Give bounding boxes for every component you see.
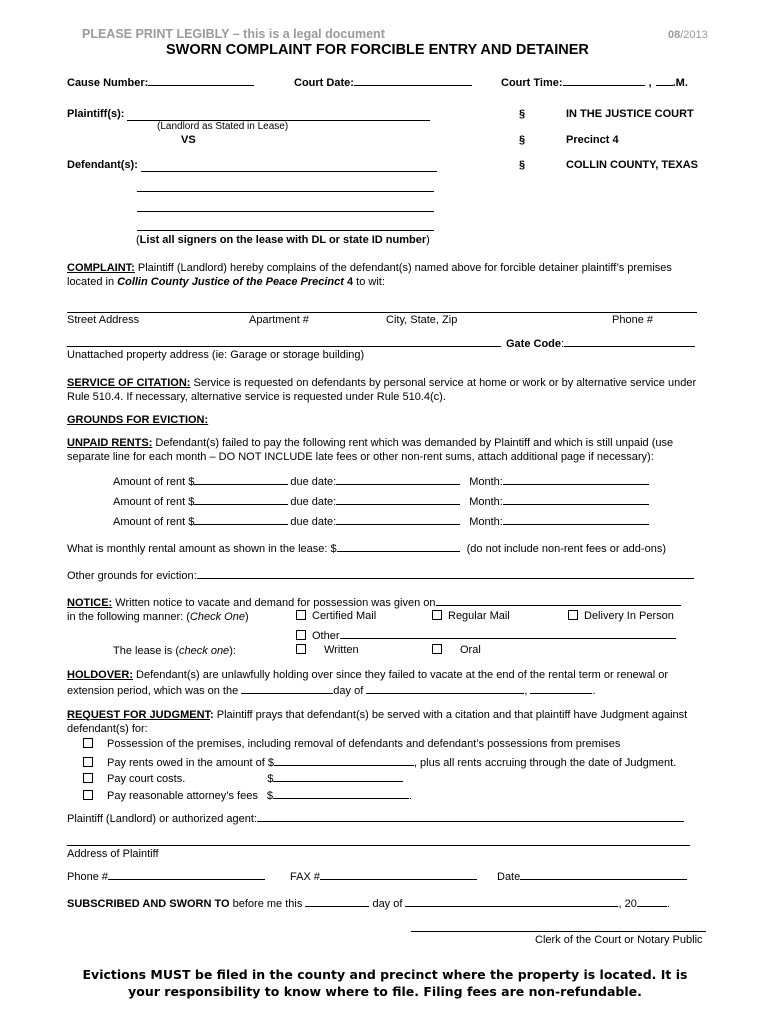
- sworn-year-end: .: [666, 898, 670, 910]
- unpaid-rents-text: Defendant(s) failed to pay the following rent which was demanded by Plaintiff and which is still unpaid (use separate line for each month – DO NOT INCLUDE late fees or other non-rent sums, attach additional page if necessary):: [67, 437, 674, 463]
- plaintiff-phone-blank[interactable]: [108, 868, 265, 880]
- amount-blank[interactable]: [194, 473, 288, 485]
- judgment-item2-label: Pay rents owed in the amount of $: [107, 757, 274, 769]
- complaint-paragraph: [67, 261, 707, 289]
- month-blank[interactable]: [503, 513, 649, 525]
- grounds-heading: GROUNDS FOR EVICTION:: [67, 414, 209, 426]
- checkbox[interactable]: [83, 757, 93, 767]
- holdover-period: .: [592, 685, 596, 697]
- defendant-line-2[interactable]: [137, 191, 434, 192]
- judgment-item4-label: Pay reasonable attorney’s fees: [107, 790, 258, 802]
- section-symbol-2: §: [519, 134, 526, 146]
- agent-field[interactable]: [67, 810, 684, 825]
- unpaid-rents-label: UNPAID RENTS:: [67, 437, 153, 449]
- holdover-comma: ,: [524, 685, 531, 697]
- plaintiff-fax-label: FAX #: [290, 871, 320, 883]
- section-symbol-1: §: [519, 108, 526, 120]
- notice-manner-text: in the following manner: (: [67, 611, 190, 623]
- court-name-line1: IN THE JUSTICE COURT: [566, 108, 694, 120]
- monthly-rent-blank[interactable]: [337, 540, 460, 552]
- form-title: SWORN COMPLAINT FOR FORCIBLE ENTRY AND DETAINER: [166, 42, 589, 58]
- judgment-item4-tail: .: [408, 790, 413, 802]
- court-time-label: Court Time:: [501, 77, 563, 89]
- holdover-month-blank[interactable]: [366, 682, 524, 694]
- other-grounds-label: Other grounds for eviction:: [67, 570, 197, 582]
- oral-label: Oral: [460, 644, 481, 656]
- complaint-court-name: Collin County Justice of the Peace Precinct: [117, 276, 344, 288]
- amount-of-rent-label: Amount of rent $: [113, 516, 195, 528]
- address-of-plaintiff-label: Address of Plaintiff: [67, 848, 159, 860]
- rents-owed-blank[interactable]: [274, 754, 414, 766]
- checkbox[interactable]: [296, 630, 306, 640]
- sworn-day-blank[interactable]: [305, 895, 369, 907]
- certified-mail-option[interactable]: [296, 610, 376, 622]
- monthly-rent-label: What is monthly rental amount as shown in the lease: $: [67, 543, 337, 555]
- attorney-fees-blank[interactable]: [273, 787, 409, 799]
- delivery-in-person-label: Delivery In Person: [584, 610, 674, 622]
- notice-check-one: Check One: [189, 611, 245, 623]
- holdover-text: Defendant(s) are unlawfully holding over since they failed to vacate at the end of the rental term or renewal or extension period, which was on the: [67, 669, 669, 697]
- defendant-note-text: List all signers on the lease with DL or state ID number: [139, 234, 427, 246]
- holdover-day-blank[interactable]: [241, 682, 333, 694]
- other-grounds-field[interactable]: [67, 567, 694, 582]
- court-date-label: Court Date:: [294, 77, 354, 89]
- court-date-blank[interactable]: [354, 74, 472, 86]
- footer-warning-line1: Evictions MUST be filed in the county and precinct where the property is located. It is: [82, 967, 688, 982]
- regular-mail-label: Regular Mail: [448, 610, 510, 622]
- holdover-label: HOLDOVER:: [67, 669, 133, 681]
- court-name-line3: COLLIN COUNTY, TEXAS: [566, 159, 699, 171]
- section-symbol-3: §: [519, 159, 526, 171]
- amount-of-rent-label: Amount of rent $: [113, 476, 195, 488]
- plaintiff-label: Plaintiff(s):: [67, 108, 125, 120]
- court-costs-blank[interactable]: [273, 770, 403, 782]
- court-time-blank[interactable]: [563, 74, 645, 86]
- defendant-note: [136, 234, 430, 246]
- certified-mail-label: Certified Mail: [312, 610, 377, 622]
- service-label: SERVICE OF CITATION:: [67, 377, 191, 389]
- service-paragraph: [67, 376, 707, 404]
- due-date-blank[interactable]: [336, 493, 460, 505]
- plaintiff-date-blank[interactable]: [520, 868, 687, 880]
- court-time-suffix: .M.: [672, 77, 688, 89]
- notice-field[interactable]: [67, 594, 681, 609]
- notice-label: NOTICE:: [67, 597, 113, 609]
- sworn-day-of: day of: [369, 898, 406, 910]
- agent-blank[interactable]: [257, 810, 684, 822]
- form-date-year: /2013: [680, 29, 708, 41]
- due-date-blank[interactable]: [336, 513, 460, 525]
- cause-number-blank[interactable]: [148, 74, 254, 86]
- judgment-item-possession[interactable]: [83, 738, 620, 750]
- judgment-item4-dollar: $: [266, 790, 273, 802]
- month-label: Month:: [469, 496, 503, 508]
- notice-manner: [67, 611, 249, 623]
- due-date-label: due date:: [290, 496, 337, 508]
- oral-option[interactable]: [432, 644, 481, 656]
- court-name-line2: Precinct 4: [566, 134, 619, 146]
- defendant-label: Defendant(s):: [67, 159, 138, 171]
- written-option[interactable]: [296, 644, 359, 656]
- cause-number-label: Cause Number:: [67, 77, 149, 89]
- sworn-year-prefix: , 20: [618, 898, 637, 910]
- sworn-field[interactable]: [67, 895, 670, 910]
- judgment-item3-dollar: $: [267, 773, 274, 785]
- judgment-item-fees[interactable]: [83, 787, 412, 802]
- plaintiff-date-field[interactable]: [497, 868, 687, 883]
- unpaid-rents-paragraph: [67, 436, 707, 464]
- plaintiff-fax-field[interactable]: [290, 868, 477, 883]
- checkbox[interactable]: [296, 644, 306, 654]
- street-address-label: Street Address: [67, 314, 140, 326]
- form-date-month: 08: [668, 29, 681, 41]
- month-label: Month:: [469, 516, 503, 528]
- gate-code-field[interactable]: [506, 335, 695, 350]
- judgment-item3-label: Pay court costs.: [107, 773, 186, 785]
- holdover-day-of: day of: [333, 685, 367, 697]
- cause-number-field[interactable]: [67, 74, 254, 89]
- plaintiff-note: (Landlord as Stated in Lease): [157, 121, 289, 132]
- notice-manner-close: ): [244, 611, 249, 623]
- sworn-text: before me this: [229, 898, 306, 910]
- city-state-zip-label: City, State, Zip: [386, 314, 458, 326]
- other-grounds-blank[interactable]: [197, 567, 694, 579]
- complaint-label: COMPLAINT:: [67, 262, 135, 274]
- judgment-text: Plaintiff prays that defendant(s) be served with a citation and that plaintiff have Judgment against defendant(s) for:: [67, 709, 688, 735]
- notice-date-blank[interactable]: [436, 594, 681, 606]
- plaintiff-phone-field[interactable]: [67, 868, 265, 883]
- unattached-address-label: Unattached property address (ie: Garage or storage building): [67, 349, 365, 361]
- defendant-note-open: (: [136, 234, 140, 246]
- plaintiff-address-line[interactable]: [67, 845, 690, 846]
- sworn-year-blank[interactable]: [637, 895, 667, 907]
- judgment-item-rents[interactable]: [83, 754, 676, 769]
- service-text: Service is requested on defendants by personal service at home or work or by alternative service under Rule 510.4. If necessary, alternative service is requested under Rule 510.4(c).: [67, 377, 697, 403]
- month-blank[interactable]: [503, 493, 649, 505]
- month-label: Month:: [469, 476, 503, 488]
- gate-code-colon: :: [561, 338, 565, 350]
- lease-type-text: The lease is (: [113, 645, 180, 657]
- sworn-month-blank[interactable]: [405, 895, 618, 907]
- court-time-sep: ,: [648, 77, 652, 89]
- regular-mail-option[interactable]: [432, 610, 510, 622]
- checkbox[interactable]: [83, 790, 93, 800]
- judgment-item-costs[interactable]: [83, 770, 403, 785]
- rent-row[interactable]: [113, 493, 649, 508]
- unattached-address-line[interactable]: [67, 346, 501, 347]
- gate-code-label: Gate Code: [506, 338, 562, 350]
- judgment-paragraph: [67, 708, 707, 736]
- due-date-label: due date:: [290, 516, 337, 528]
- judgment-item1-label: Possession of the premises, including removal of defendants and defendant’s possessions from premises: [107, 738, 621, 750]
- complaint-text-2: to wit:: [353, 276, 385, 288]
- lease-type: [113, 645, 236, 657]
- other-option-label: Other: [312, 630, 340, 642]
- checkbox[interactable]: [432, 644, 442, 654]
- plaintiff-date-label: Date: [497, 871, 521, 883]
- court-time-field[interactable]: [501, 74, 688, 89]
- other-option[interactable]: [296, 627, 676, 642]
- notice-text: Written notice to vacate and demand for possession was given on: [112, 597, 436, 609]
- amount-blank[interactable]: [194, 493, 288, 505]
- plaintiff-phone-label: Phone #: [67, 871, 108, 883]
- checkbox[interactable]: [83, 773, 93, 783]
- judgment-item2-tail: , plus all rents accruing through the date of Judgment.: [413, 757, 677, 769]
- judgment-label: REQUEST FOR JUDGMENT: [67, 709, 211, 721]
- apartment-label: Apartment #: [249, 314, 309, 326]
- vs-label: VS: [181, 134, 196, 146]
- court-time-ampm-blank[interactable]: [656, 74, 673, 86]
- court-date-field[interactable]: [294, 74, 472, 89]
- defendant-note-close: ): [426, 234, 430, 246]
- rent-row[interactable]: [113, 513, 649, 528]
- premises-address-line[interactable]: [67, 312, 697, 313]
- other-option-blank[interactable]: [340, 627, 676, 639]
- gate-code-blank[interactable]: [564, 335, 695, 347]
- checkbox[interactable]: [296, 610, 306, 620]
- sworn-label: SUBSCRIBED AND SWORN TO: [67, 898, 230, 910]
- defendant-line-3[interactable]: [137, 211, 434, 212]
- footer-warning-line2: your responsibility to know where to file. Filing fees are non-refundable.: [128, 984, 642, 999]
- amount-blank[interactable]: [194, 513, 288, 525]
- lease-check-one: check one: [179, 645, 230, 657]
- complaint-text-1: Plaintiff (Landlord) hereby complains of the defendant(s) named above for forcible detainer plaintiff’s premises located in: [67, 262, 672, 288]
- clerk-signature-line[interactable]: [411, 931, 706, 932]
- plaintiff-fax-blank[interactable]: [320, 868, 477, 880]
- written-label: Written: [324, 644, 359, 656]
- holdover-year-blank[interactable]: [530, 682, 592, 694]
- due-date-label: due date:: [290, 476, 337, 488]
- amount-of-rent-label: Amount of rent $: [113, 496, 195, 508]
- checkbox[interactable]: [568, 610, 578, 620]
- lease-type-close: ):: [229, 645, 236, 657]
- judgment-colon: :: [210, 709, 214, 721]
- monthly-rent-note: (do not include non-rent fees or add-ons): [466, 543, 666, 555]
- defendant-line-1[interactable]: [141, 171, 437, 172]
- due-date-blank[interactable]: [336, 473, 460, 485]
- print-notice: PLEASE PRINT LEGIBLY – this is a legal document: [82, 27, 385, 41]
- complaint-precinct: 4: [343, 276, 354, 288]
- rent-row[interactable]: [113, 473, 649, 488]
- checkbox[interactable]: [432, 610, 442, 620]
- form-date: [668, 29, 708, 41]
- holdover-paragraph[interactable]: [67, 668, 707, 698]
- phone-label: Phone #: [612, 314, 653, 326]
- checkbox[interactable]: [83, 738, 93, 748]
- delivery-in-person-option[interactable]: [568, 610, 674, 622]
- agent-label: Plaintiff (Landlord) or authorized agent:: [67, 813, 257, 825]
- month-blank[interactable]: [503, 473, 649, 485]
- defendant-line-4[interactable]: [137, 230, 434, 231]
- monthly-rent-field[interactable]: [67, 540, 666, 555]
- clerk-label: Clerk of the Court or Notary Public: [535, 934, 703, 946]
